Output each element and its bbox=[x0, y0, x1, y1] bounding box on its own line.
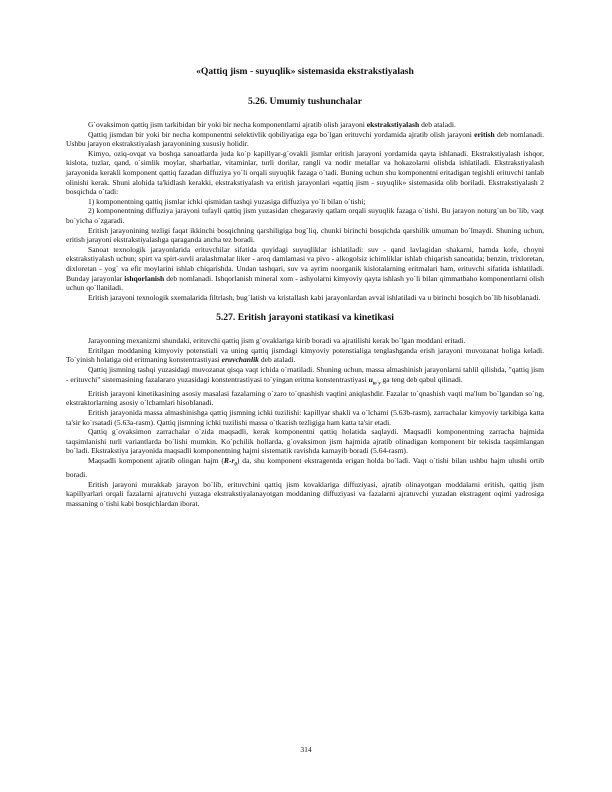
term-ishqorlanish: ishqorlanish bbox=[124, 273, 165, 283]
section-heading-5-26: 5.26. Umumiy tushunchalar bbox=[247, 96, 363, 107]
term-ekstrakstiyalash: ekstrakstiyalash bbox=[366, 120, 420, 129]
term-eritish: eritish bbox=[474, 129, 495, 139]
page-content bbox=[66, 66, 544, 508]
formula-r-r0: $R-r_0$ bbox=[223, 455, 237, 468]
paragraph: Qattiq jismdan bir yoki bir necha komponentni selektivlik qobiliyatiga ega bo`lgan erituvchi yordamida ajratib olish jarayoni eritish deb nomlanadi. Ushbu jarayon ekstrakstiyalash jarayonining xususiy holidir. bbox=[66, 129, 544, 149]
page-number: 314 bbox=[300, 745, 312, 754]
paragraph: Eritilgan moddaning kimyoviy potenstiali va uning qattiq jismdagi kimyoviy potenstialiga tenglashganda erish jarayoni muvozanat holiga keladi. To`yinish holatiga oid eritmaning konstentrastiyasi eruvchanlik deb ataladi. bbox=[66, 345, 544, 365]
paragraph: Qattiq jismning tashqi yuzasidagi muvozanat qisqa vaqt ichida o`rnatiladi. Shuning uchun, massa almashinish jarayonlarni tahlil qilishda, "qattiq jism - erituvchi" sistemasining fazalararo yuzasidagi konstentrastiyasi to`yingan eritma konstentrastiyasi $u_{to`y}$ ga teng deb qabul qilinadi. bbox=[66, 365, 544, 387]
paragraph: Qattiq g`ovaksimon zarrachalar o`zida maqsadli, kerak komponentni qattiq holatida saqlaydi. Maqsadli komponentning zarracha hajmida taqsimlanishi turli variantlarda bo`lishi mumkin. Ko`pchilik hollarda, g`ovaksimon jism hajmida ajratib olinadigan komponent bir tekisda taqsimlangan bo`ladi. Ekstrakstiya jarayonida maqsadli komponentning hajmi sistematik ravishda kamayib boradi (5.64-rasm). bbox=[66, 427, 544, 456]
formula-u-toy: $u_{to`y}$ bbox=[368, 374, 381, 387]
paragraph: Eritish jarayoni texnologik sxemalarida filtrlash, bug`latish va kristallash kabi jarayonlardan avval ishlatiladi va u birinchi bosqich bo`lib hisoblanadi. bbox=[88, 292, 541, 302]
paragraph: Jarayonning mexanizmi shundaki, erituvchi qattiq jism g`ovaklariga kirib boradi va ajratilishi kerak bo`lgan moddani eritadi. bbox=[88, 336, 466, 346]
list-item: 1) komponentning qattiq jismlar ichki qismidan tashqi yuzasiga diffuziya yo`li bilan o`tishi; bbox=[88, 196, 366, 206]
paragraph: Sanoat texnologik jarayonlarida erituvchilar sifatida quyidagi suyuqliklar ishlatiladi: suv - qand lavlagidan shakarni, hamda kofe, choyni ekstrakstiyalash uchun; spirt va spirt-suvli aralashmalar liker - aroq damlamasi va pivo - alkogolsiz ichimliklar ishlab chiqarish sanoatida; benzin, trixloretan, dixloretan - yog` va efir moylarini ishlab chiqarishda. Undan tashqari, suv va ayrim noorganik kislotalarning eritmalari ham, erituvchi sifatida ishlatiladi. Bunday jarayonlar ishqorlanish deb nomlanadi. Ishqorlanish mineral xom - ashyolarni kimyoviy qayta ishlash yo`li bilan qimmatbaho komponentlarni olish uchun qo`llaniladi. bbox=[66, 244, 544, 293]
list-item: 2) komponentning diffuziya jarayoni tufayli qattiq jism yuzasidan chegaraviy qatlam orqali suyuqlik fazaga o`tishi. Bu jarayon noturg`un bo`lib, vaqt bo`yicha o`zgaradi. bbox=[66, 206, 544, 225]
paragraph: Eritish jarayoni kinetikasining asosiy masalasi fazalarning o`zaro to`qnashish vaqtini aniqlashdir. Fazalar to`qnashish vaqti ma'lum bo`lgandan so`ng, ekstraktorlarning asosiy o`lchamlari hisoblanadi. bbox=[66, 388, 544, 408]
page-title: «Qattiq jism - suyuqlik» sistemasida ekstrakstiyalash bbox=[196, 66, 414, 77]
section-heading-5-27: 5.27. Eritish jarayoni statikasi va kinetikasi bbox=[216, 312, 394, 324]
paragraph: Eritish jarayoni murakkab jarayon bo`lib, erituvchini qattiq jism kovaklariga diffuziyasi, ajratib olinayotgan moddalarni eritish, qattiq jism kapillyarlari orqali fazalarni ajratuvchi yuzaga ekstrakstiyalanayotgan moddaning diffuziyasi va fazalarni ajratuvchi yuzadan ekstragent oqimi yadrosiga massaning o`tishi kabi bosqichlardan iborat. bbox=[66, 479, 544, 508]
paragraph: Kimyo, oziq-ovqat va boshqa sanoatlarda juda ko`p kapillyar-g`ovakli jismlar eritish jarayoni yordamida qayta ishlanadi. Ekstrakstiyalash ishqor, kislota, tuzlar, qand, o`simlik moylar, sharbatlar, vitaminlar, turli dorilar, rangli va nodir metallar va hokazolarni olishda ishlatiladi. Ekstrakstiyalash jarayonida kerakli komponent qattiq fazadan diffuziya yo`li orqali suyuqlik fazaga o`tadi. Buning uchun shu komponentni eritadigan tegishli erituvchi tanlab olinishi kerak. Shuni alohida ta'kidlash kerakki, ekstrakstiyalash va eritish jarayonlari «qattiq jism - suyuqlik» sistemasida olib boriladi. Ekstrakstiyalash 2 bosqichda o`tadi: bbox=[66, 148, 544, 197]
paragraph: G`ovaksimon qattiq jism tarkibidan bir yoki bir necha komponentlarni ajratib olish jarayoni ekstrakstiyalash deb ataladi. bbox=[88, 120, 456, 129]
paragraph: Maqsadli komponent ajratib olingan hajm $(R-r_0)$ da, shu komponent ekstragentda erigan holda bo`ladi. Vaqt o`tishi bilan ushbu hajm ulushi ortib boradi. bbox=[66, 455, 544, 479]
term-eruvchanlik: eruvchanlik bbox=[221, 355, 259, 365]
paragraph: Eritish jarayonida massa almashinishga qattiq jismning ichki tuzilishi: kapillyar shakli va o`lchami (5.63b-rasm), zarrachalar kimyoviy tarkibiga katta ta'sir ko`rsatadi (5.63a-rasm). Qattiq jismning ichki tuzilishi massa o`tkazish tezligiga ham katta ta'sir etadi. bbox=[66, 407, 544, 427]
paragraph: Eritish jarayonining tezligi faqat ikkinchi bosqichning qarshiligiga bog`liq, chunki birinchi bosqichda qarshilik umuman bo`lmaydi. Shuning uchun, eritish jarayoni ekstrakstiyalashga qaraganda ancha tez boradi. bbox=[66, 225, 544, 245]
